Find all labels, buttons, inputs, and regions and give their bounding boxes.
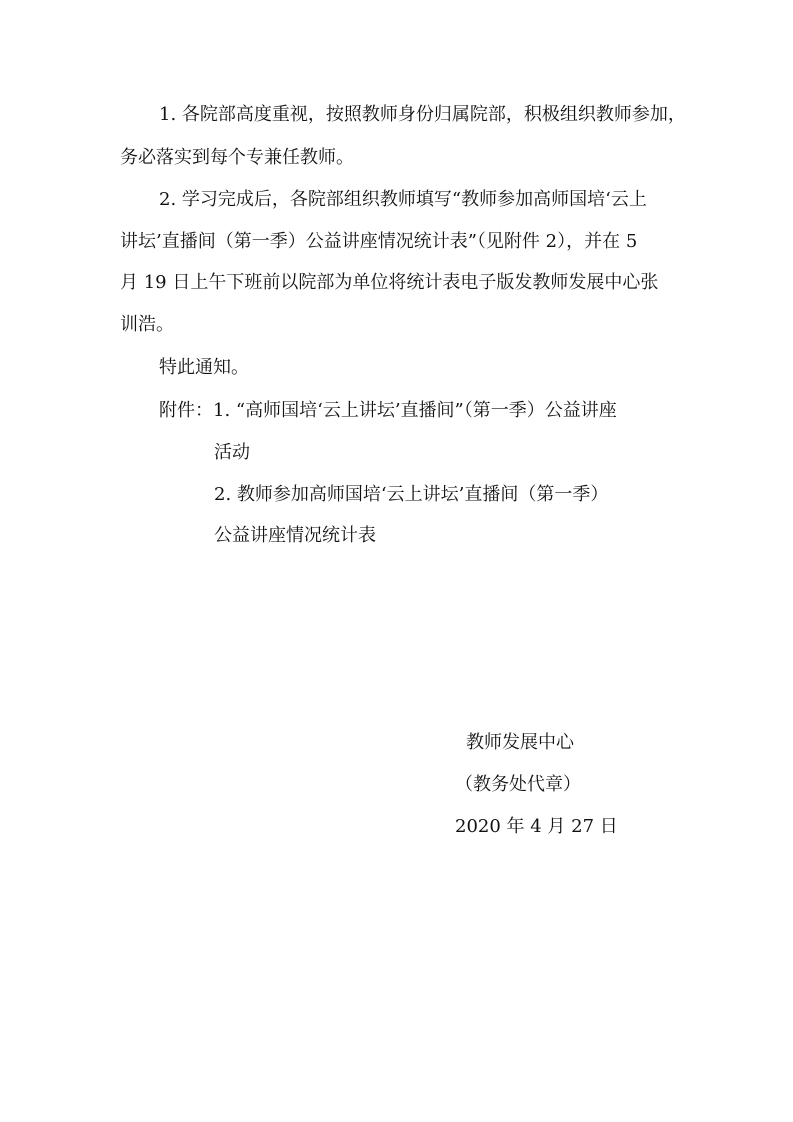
- signature-seal: （教务处代章）: [455, 774, 581, 795]
- item1-line2: 务必落实到每个专兼任教师。: [120, 147, 354, 168]
- item2-line2: 讲坛’直播间（第一季）公益讲座情况统计表”（见附件 2），并在 5: [120, 231, 638, 252]
- item1-line1: 1. 各院部高度重视，按照教师身份归属院部，积极组织教师参加，: [159, 104, 686, 125]
- attachment-line4: 公益讲座情况统计表: [214, 525, 376, 546]
- notice-text: 特此通知。: [159, 357, 249, 378]
- attachment-line1: 附件：1. “高师国培‘云上讲坛’直播间”（第一季）公益讲座: [159, 400, 617, 421]
- item2-line3: 月 19 日上午下班前以院部为单位将统计表电子版发教师发展中心张: [120, 272, 659, 293]
- item2-line4: 训浩。: [120, 314, 174, 335]
- attachment-line3: 2. 教师参加高师国培‘云上讲坛’直播间（第一季）: [214, 484, 609, 505]
- signature-org: 教师发展中心: [466, 732, 574, 753]
- signature-date: 2020 年 4 月 27 日: [455, 816, 618, 837]
- attachment-line2: 活动: [214, 442, 250, 463]
- item2-line1: 2. 学习完成后，各院部组织教师填写“教师参加高师国培‘云上: [159, 189, 647, 210]
